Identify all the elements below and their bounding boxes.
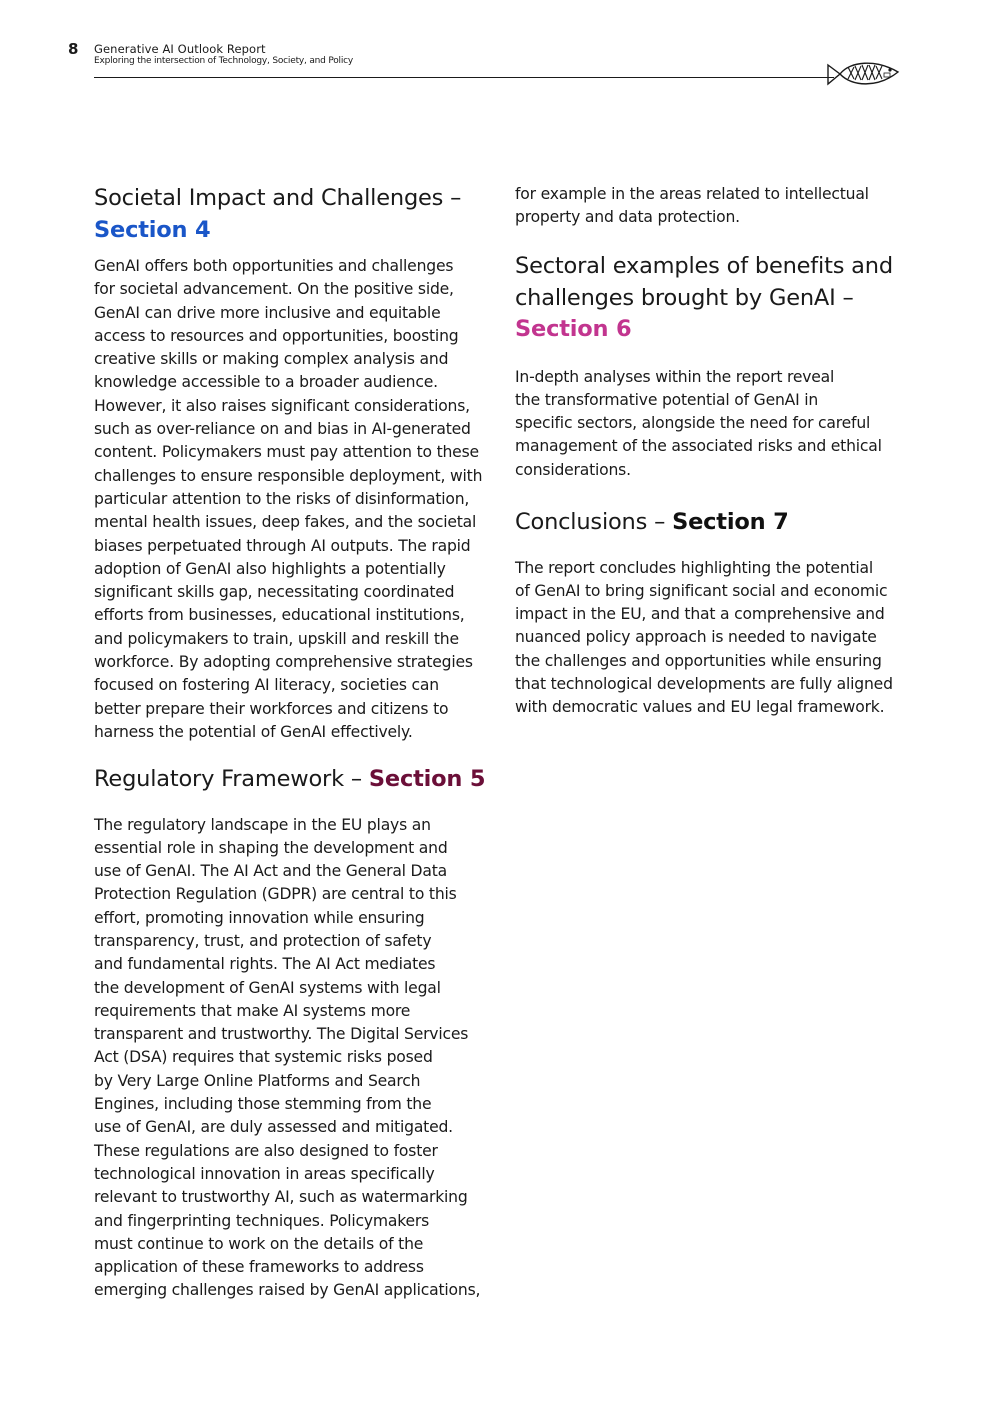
- running-subtitle: Exploring the intersection of Technology, Society, and Policy: [94, 56, 354, 66]
- section-7-body: The report concludes highlighting the potential of GenAI to bring significant social and economic impact in the EU, and that a comprehensive and nuanced policy approach is needed to navigate the challenges and opportunities while ensuring that technological developments are fully aligned with democratic values and EU legal framework.: [515, 558, 893, 717]
- section-4: [94, 183, 486, 744]
- running-title: Generative AI Outlook Report: [94, 42, 266, 56]
- section-5: [94, 764, 486, 1303]
- page-number: 8: [68, 40, 79, 58]
- section-5-continuation: [515, 183, 907, 230]
- section-6-title-line2: challenges brought by GenAI –: [515, 284, 854, 311]
- section-6-title-line1: Sectoral examples of benefits and: [515, 253, 893, 279]
- section-4-body: GenAI offers both opportunities and challenges for societal advancement. On the positive side, GenAI can drive more inclusive and equitable access to resources and opportunities, boosting creative skills or making complex analysis and knowledge accessible to a broader audience. However, it also raises significant considerations, such as over-reliance on and bias in AI-generated content. Policymakers must pay attention to these challenges to ensure responsible deployment, with particular attention to the risks of disinformation, mental health issues, deep fakes, and the societal biases perpetuated through AI outputs. The rapid adoption of GenAI also highlights a potentially significant skills gap, necessitating coordinated efforts from businesses, educational institutions, and policymakers to train, upskill and reskill the workforce. By adopting comprehensive strategies focused on fostering AI literacy, societies can better prepare their workforces and citizens to harness the potential of GenAI effectively.: [94, 257, 483, 741]
- section-6-body: In-depth analyses within the report reveal the transformative potential of GenAI in specific sectors, alongside the need for careful management of the associated risks and ethical considerations.: [515, 367, 882, 479]
- header-divider: [94, 77, 834, 78]
- section-6: [515, 251, 907, 482]
- section-4-heading: [94, 183, 486, 246]
- section-7-heading: [515, 507, 907, 539]
- section-5-continuation-text: for example in the areas related to intellectual property and data protection.: [515, 185, 869, 227]
- section-7-title: Conclusions –: [515, 509, 666, 535]
- section-5-title: Regulatory Framework –: [94, 766, 362, 792]
- fish-logo-icon: [826, 55, 900, 93]
- section-5-heading: [94, 764, 486, 796]
- section-5-body: The regulatory landscape in the EU plays an essential role in shaping the development and use of GenAI. The AI Act and the General Data Protection Regulation (GDPR) are central to this effort, promoting innovation while ensuring transparency, trust, and protection of safety and fundamental rights. The AI Act mediates the development of GenAI systems with legal requirements that make AI systems more transparent and trustworthy. The Digital Services Act (DSA) requires that systemic risks posed by Very Large Online Platforms and Search Engines, including those stemming from the use of GenAI, are duly assessed and mitigated. These regulations are also designed to foster technological innovation in areas specifically relevant to trustworthy AI, such as watermarking and fingerprinting techniques. Policymakers must continue to work on the details of the application of these frameworks to address emerging challenges raised by GenAI applications,: [94, 815, 481, 1300]
- section-5-label: Section 5: [368, 766, 486, 792]
- section-7: [515, 507, 907, 720]
- section-4-label: Section 4: [94, 216, 211, 243]
- section-7-label: Section 7: [672, 509, 789, 535]
- section-4-title: Societal Impact and Challenges –: [94, 185, 462, 211]
- section-6-label: Section 6: [515, 316, 632, 342]
- section-6-heading: [515, 251, 907, 346]
